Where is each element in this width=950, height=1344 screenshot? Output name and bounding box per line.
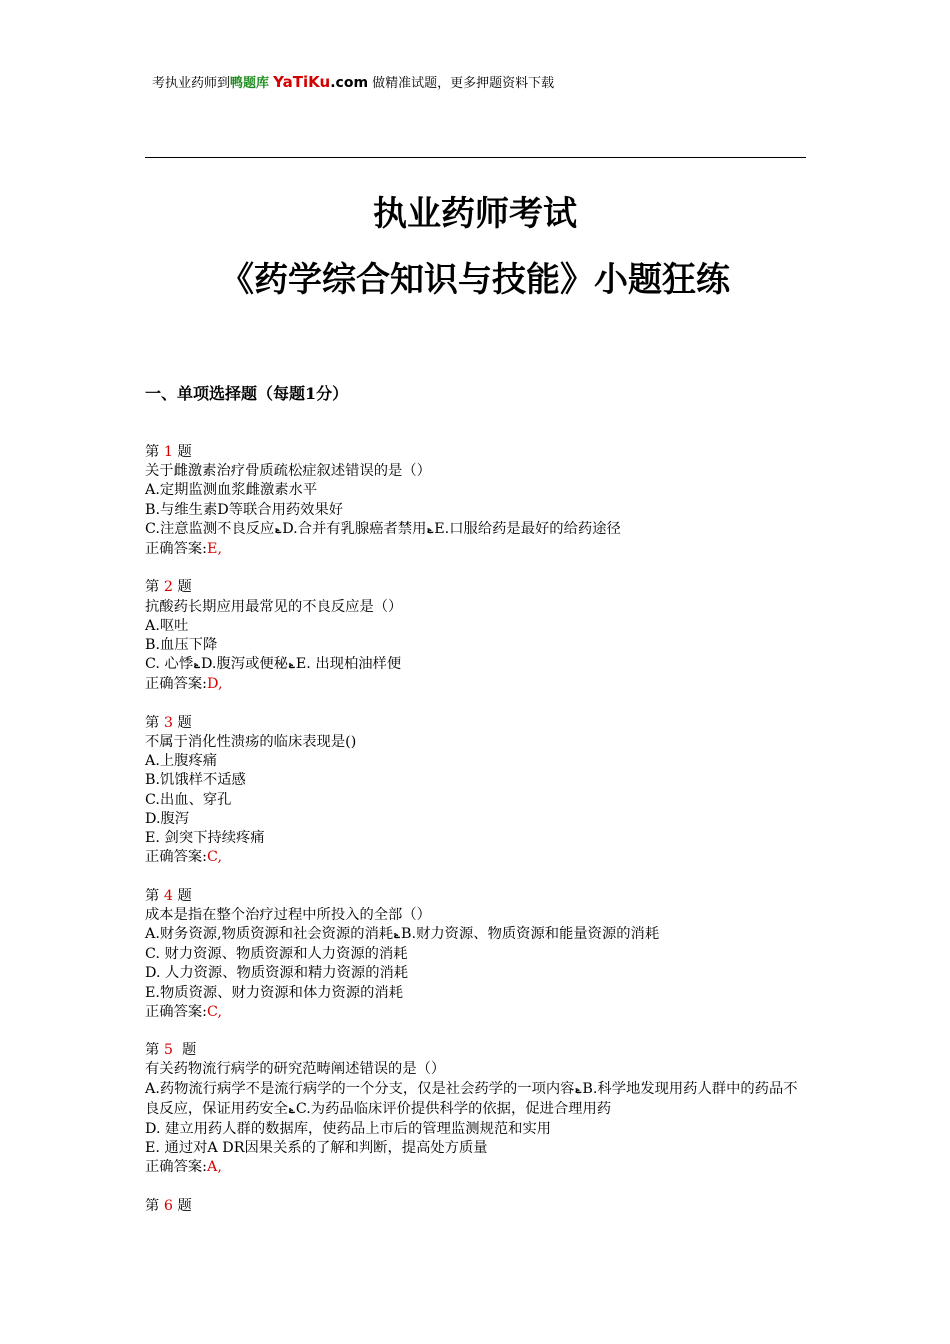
option-e: E.口服给药是最好的给药途径 xyxy=(434,520,621,537)
option-c: C. 财力资源、物质资源和人力资源的消耗 xyxy=(145,946,408,963)
options-line xyxy=(145,655,805,675)
separator-glyph-icon: ݺ xyxy=(394,930,401,942)
answer-line xyxy=(145,1003,805,1022)
question-stem: 不属于消化性溃疡的临床表现是() xyxy=(145,734,357,751)
header-prefix: 考执业药师到 xyxy=(152,76,231,91)
question-number-value: 6 xyxy=(163,1197,173,1214)
header-suffix: 做精准试题，更多押题资料下载 xyxy=(372,76,555,91)
answer-label: 正确答案: xyxy=(145,849,208,866)
separator-glyph-icon: ݺ xyxy=(288,1104,295,1116)
option-c: C.注意监测不良反应 xyxy=(145,520,275,537)
question-number: 第 2 题 xyxy=(145,579,192,596)
answer-value: C, xyxy=(207,849,222,866)
answer-value: E, xyxy=(207,541,222,558)
option-e: E. 剑突下持续疼痛 xyxy=(145,830,265,847)
separator-glyph-icon: ݺ xyxy=(427,524,434,536)
question-number: 第 4 题 xyxy=(145,887,192,904)
question-number-value: 3 xyxy=(163,714,173,731)
answer-line xyxy=(145,675,805,694)
option-e: E. 通过对A DR因果关系的了解和判断，提高处方质量 xyxy=(145,1140,488,1157)
brand-name-cn[interactable]: 鸭题库 xyxy=(230,76,270,91)
option-b: B.血压下降 xyxy=(145,637,218,654)
question-stem: 抗酸药长期应用最常见的不良反应是（） xyxy=(145,598,403,615)
answer-label: 正确答案: xyxy=(145,676,208,693)
question-number: 第 5 题 xyxy=(145,1042,197,1059)
answer-label: 正确答案: xyxy=(145,541,208,558)
question-number-value: 2 xyxy=(163,579,173,596)
options-line xyxy=(145,520,805,540)
page-header xyxy=(152,72,554,91)
question-1 xyxy=(145,443,805,559)
question-6 xyxy=(145,1197,805,1216)
question-stem: 有关药物流行病学的研究范畴阐述错误的是（） xyxy=(145,1061,446,1078)
option-c: C. 心悸 xyxy=(145,656,194,673)
question-2 xyxy=(145,578,805,694)
option-a: A.呕吐 xyxy=(145,617,189,634)
options-line xyxy=(145,925,805,945)
option-d: D.合并有乳腺癌者禁用 xyxy=(282,520,427,537)
question-number: 第 1 题 xyxy=(145,444,192,460)
answer-value: D, xyxy=(207,676,223,693)
option-b: B.科学地发现用药人群中的药品不良反应，保证用药安全 xyxy=(145,1080,798,1117)
answer-value: A, xyxy=(207,1159,222,1176)
question-stem: 关于雌激素治疗骨质疏松症叙述错误的是（） xyxy=(145,463,431,480)
option-a: A.上腹疼痛 xyxy=(145,753,218,770)
question-number: 第 3 题 xyxy=(145,714,192,731)
option-c: C.出血、穿孔 xyxy=(145,791,232,808)
question-5 xyxy=(145,1041,805,1177)
question-number-value: 1 xyxy=(163,444,173,460)
header-divider xyxy=(145,157,806,158)
question-3 xyxy=(145,714,805,868)
option-d: D.腹泻或便秘 xyxy=(200,656,288,673)
question-list xyxy=(145,443,805,1235)
separator-glyph-icon: ݺ xyxy=(275,524,282,536)
brand-domain[interactable]: .com xyxy=(330,75,369,91)
separator-glyph-icon: ݺ xyxy=(288,660,295,672)
question-4 xyxy=(145,887,805,1022)
option-b: B.财力资源、物质资源和能量资源的消耗 xyxy=(401,926,660,943)
answer-label: 正确答案: xyxy=(145,1003,208,1020)
option-a: A.药物流行病学不是流行病学的一个分支，仅是社会药学的一项内容 xyxy=(145,1080,575,1097)
option-c: C.为药品临床评价提供科学的依据，促进合理用药 xyxy=(295,1100,612,1117)
answer-value: C, xyxy=(207,1003,222,1020)
option-b: B.饥饿样不适感 xyxy=(145,772,246,789)
question-stem: 成本是指在整个治疗过程中所投入的全部（） xyxy=(145,906,431,923)
question-number: 第 6 题 xyxy=(145,1197,192,1214)
option-d: D.腹泻 xyxy=(145,810,190,827)
doc-title-line1: 执业药师考试 xyxy=(373,194,577,234)
answer-line xyxy=(145,540,805,559)
option-b: B.与维生素D等联合用药效果好 xyxy=(145,501,344,518)
question-number-value: 4 xyxy=(163,887,173,904)
separator-glyph-icon: ݺ xyxy=(194,660,200,672)
section-heading: 一、单项选择题（每题1分） xyxy=(145,384,349,403)
doc-title-line2: 《药学综合知识与技能》小题狂练 xyxy=(220,260,730,300)
brand-name-en[interactable]: YaTiKu xyxy=(273,73,331,91)
option-a: A.财务资源,物质资源和社会资源的消耗 xyxy=(145,926,394,943)
question-number-value: 5 xyxy=(163,1042,173,1059)
answer-line xyxy=(145,1158,805,1177)
option-e: E. 出现柏油样便 xyxy=(295,656,402,673)
answer-line xyxy=(145,848,805,867)
option-e: E.物质资源、财力资源和体力资源的消耗 xyxy=(145,984,404,1001)
options-paragraph xyxy=(145,1080,805,1120)
option-d: D. 建立用药人群的数据库，使药品上市后的管理监测规范和实用 xyxy=(145,1121,552,1138)
separator-glyph-icon: ݺ xyxy=(575,1084,582,1096)
answer-label: 正确答案: xyxy=(145,1159,208,1176)
option-a: A.定期监测血浆雌激素水平 xyxy=(145,482,318,499)
option-d: D. 人力资源、物质资源和精力资源的消耗 xyxy=(145,965,409,982)
